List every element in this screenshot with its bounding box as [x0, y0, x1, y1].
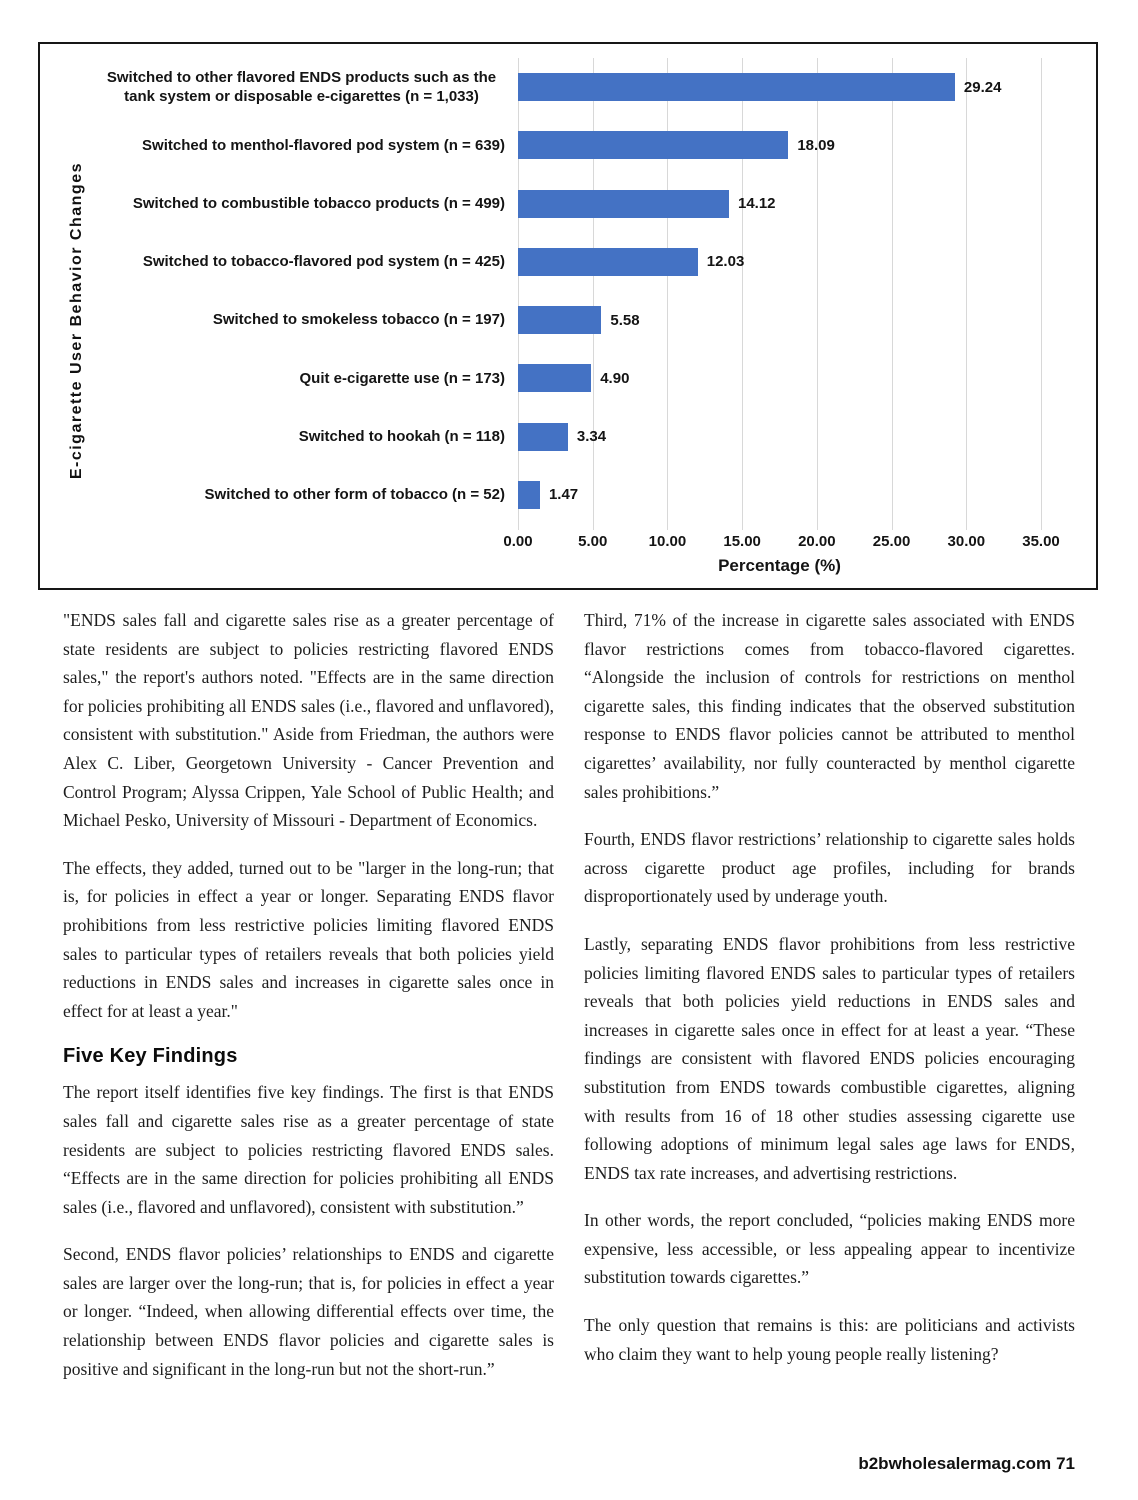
bar-category-label: [98, 233, 518, 291]
bar-category-label: [98, 349, 518, 407]
bar-chart-figure: [38, 42, 1098, 590]
bar: [518, 131, 788, 159]
bar-category-label-text: Switched to other form of tobacco (n = 52): [204, 486, 505, 504]
bar-value-label: 3.34: [576, 428, 607, 446]
bar-category-label-text: Switched to other flavored ENDS products such as the tank system or disposable e-cigarettes (n = 1,033): [106, 68, 497, 106]
bar: [518, 73, 955, 101]
article-body: [63, 606, 1075, 1402]
bar-row: [518, 58, 1041, 116]
left-paragraphs-after-heading: [63, 1078, 554, 1383]
bar-rows: [518, 58, 1041, 524]
bar-category-label-text: Switched to smokeless tobacco (n = 197): [212, 311, 505, 329]
bar: [518, 364, 591, 392]
x-tick-label: 30.00: [947, 533, 986, 550]
x-tick-label: 20.00: [798, 533, 836, 550]
x-tick-label: 10.00: [648, 533, 687, 550]
bar-category-label: [98, 58, 518, 116]
bar-category-label: [98, 291, 518, 349]
bar-row: [518, 408, 1041, 466]
article-left-column: [63, 606, 554, 1402]
x-tick-label: 15.00: [723, 533, 761, 550]
bar-value-label: 1.47: [548, 486, 579, 504]
category-labels-column: [98, 58, 518, 524]
section-heading: Five Key Findings: [63, 1045, 238, 1068]
y-axis-title-wrap: [56, 58, 98, 584]
bar-row: [518, 116, 1041, 174]
x-tick-label: 35.00: [1022, 533, 1060, 550]
bar: [518, 306, 601, 334]
body-paragraph: The report itself identifies five key findings. The first is that ENDS sales fall and cigarette sales rise as a greater percentage of state residents are subject to policies restricting flavored ENDS sales. “Effects are in the same direction for policies prohibiting all ENDS sales (i.e., flavored and unflavored), consistent with substitution.”: [63, 1082, 554, 1217]
bar: [518, 423, 568, 451]
bar-value-label: 14.12: [737, 195, 776, 213]
bar: [518, 248, 698, 276]
bar-value-label: 29.24: [963, 78, 1002, 96]
bar-value-label: 18.09: [797, 136, 835, 154]
bar: [518, 481, 540, 509]
plot-wrap: [98, 58, 1088, 524]
footer-site-url: b2bwholesalermag.com: [858, 1454, 1052, 1473]
bar-value-label: 5.58: [610, 311, 640, 329]
body-paragraph: Third, 71% of the increase in cigarette sales associated with ENDS flavor restrictions comes from tobacco-flavored cigarettes. “Alongside the inclusion of controls for restrictions on menthol cigarette sales, this finding indicates that the observed substitution response to ENDS flavor policies cannot be attributed to menthol cigarettes’ availability, nor fully counteracted by menthol cigarette sales prohibitions.”: [584, 610, 1075, 802]
bar-category-label: [98, 408, 518, 466]
bar: [518, 190, 729, 218]
body-paragraph: In other words, the report concluded, “policies making ENDS more expensive, less accessible, or less appealing appear to incentivize substitution towards cigarettes.”: [584, 1210, 1075, 1288]
chart-body: [56, 58, 1088, 584]
bar-value-label: 12.03: [706, 253, 745, 271]
bar-category-label-text: Quit e-cigarette use (n = 173): [299, 369, 505, 387]
body-paragraph: The only question that remains is this: are politicians and activists who claim they want to help young people really listening?: [584, 1315, 1075, 1364]
bar-category-label-text: Switched to menthol-flavored pod system (n = 639): [142, 136, 505, 154]
bar-category-label-text: Switched to hookah (n = 118): [298, 427, 505, 445]
bar-row: [518, 175, 1041, 233]
bar-row: [518, 349, 1041, 407]
body-paragraph: Lastly, separating ENDS flavor prohibitions from less restrictive policies limiting flavored ENDS sales to particular types of retailers reveals that both policies yield reductions in ENDS sales and increases in cigarette sales once in effect for at least a year. “These findings are consistent with flavored ENDS policies encouraging substitution from ENDS towards combustible cigarettes, aligning with results from 16 of 18 other studies assessing cigarette use following adoptions of minimum legal sales age laws for ENDS, ENDS tax rate increases, and advertising restrictions.: [584, 933, 1075, 1183]
gridline: [1041, 58, 1042, 530]
x-tick-label: 5.00: [578, 533, 608, 550]
page-footer: [858, 1454, 1075, 1474]
bar-category-label: [98, 466, 518, 524]
bar-category-label: [98, 175, 518, 233]
article-right-column: [584, 606, 1075, 1402]
bar-row: [518, 291, 1041, 349]
left-paragraphs-before-heading: [63, 606, 554, 1025]
x-axis-title: Percentage (%): [718, 556, 841, 575]
y-axis-title: E-cigarette User Behavior Changes: [68, 162, 85, 480]
plot-area: [518, 58, 1041, 524]
bar-category-label-text: Switched to tobacco-flavored pod system (n = 425): [142, 253, 505, 271]
bar-value-label: 4.90: [600, 369, 630, 387]
bar-row: [518, 466, 1041, 524]
bar-category-label: [98, 116, 518, 174]
body-paragraph: The effects, they added, turned out to be "larger in the long-run; that is, for policies in effect a year or longer. Separating ENDS flavor prohibitions from less restrictive policies limiting flavored ENDS sales to particular types of retailers reveals that both policies yield reductions in ENDS sales and increases in cigarette sales once in effect for at least a year.": [63, 857, 554, 1021]
chart-main: [98, 58, 1088, 584]
x-tick-label: 0.00: [503, 533, 533, 550]
body-paragraph: "ENDS sales fall and cigarette sales rise as a greater percentage of state residents are subject to policies restricting flavored ENDS sales," the report's authors noted. "Effects are in the same direction for policies prohibiting all ENDS sales (i.e., flavored and unflavored), consistent with substitution." Aside from Friedman, the authors were Alex C. Liber, Georgetown University - Cancer Prevention and Control Program; Alyssa Crippen, Yale School of Public Health; and Michael Pesko, University of Missouri - Department of Economics.: [63, 610, 554, 831]
x-tick-label: 25.00: [872, 533, 911, 550]
body-paragraph: Second, ENDS flavor policies’ relationships to ENDS and cigarette sales are larger over the long-run; that is, for policies in effect a year or longer. “Indeed, when allowing differential effects over time, the relationship between ENDS flavor policies and cigarette sales is positive and significant in the long-run but not the short-run.”: [63, 1244, 554, 1379]
bar-category-label-text: Switched to combustible tobacco products (n = 499): [132, 194, 505, 212]
x-axis: [503, 524, 1060, 556]
bar-row: [518, 233, 1041, 291]
footer-page-number: 71: [1056, 1454, 1075, 1473]
body-paragraph: Fourth, ENDS flavor restrictions’ relationship to cigarette sales holds across cigarette product age profiles, including for brands disproportionately used by underage youth.: [584, 829, 1075, 907]
